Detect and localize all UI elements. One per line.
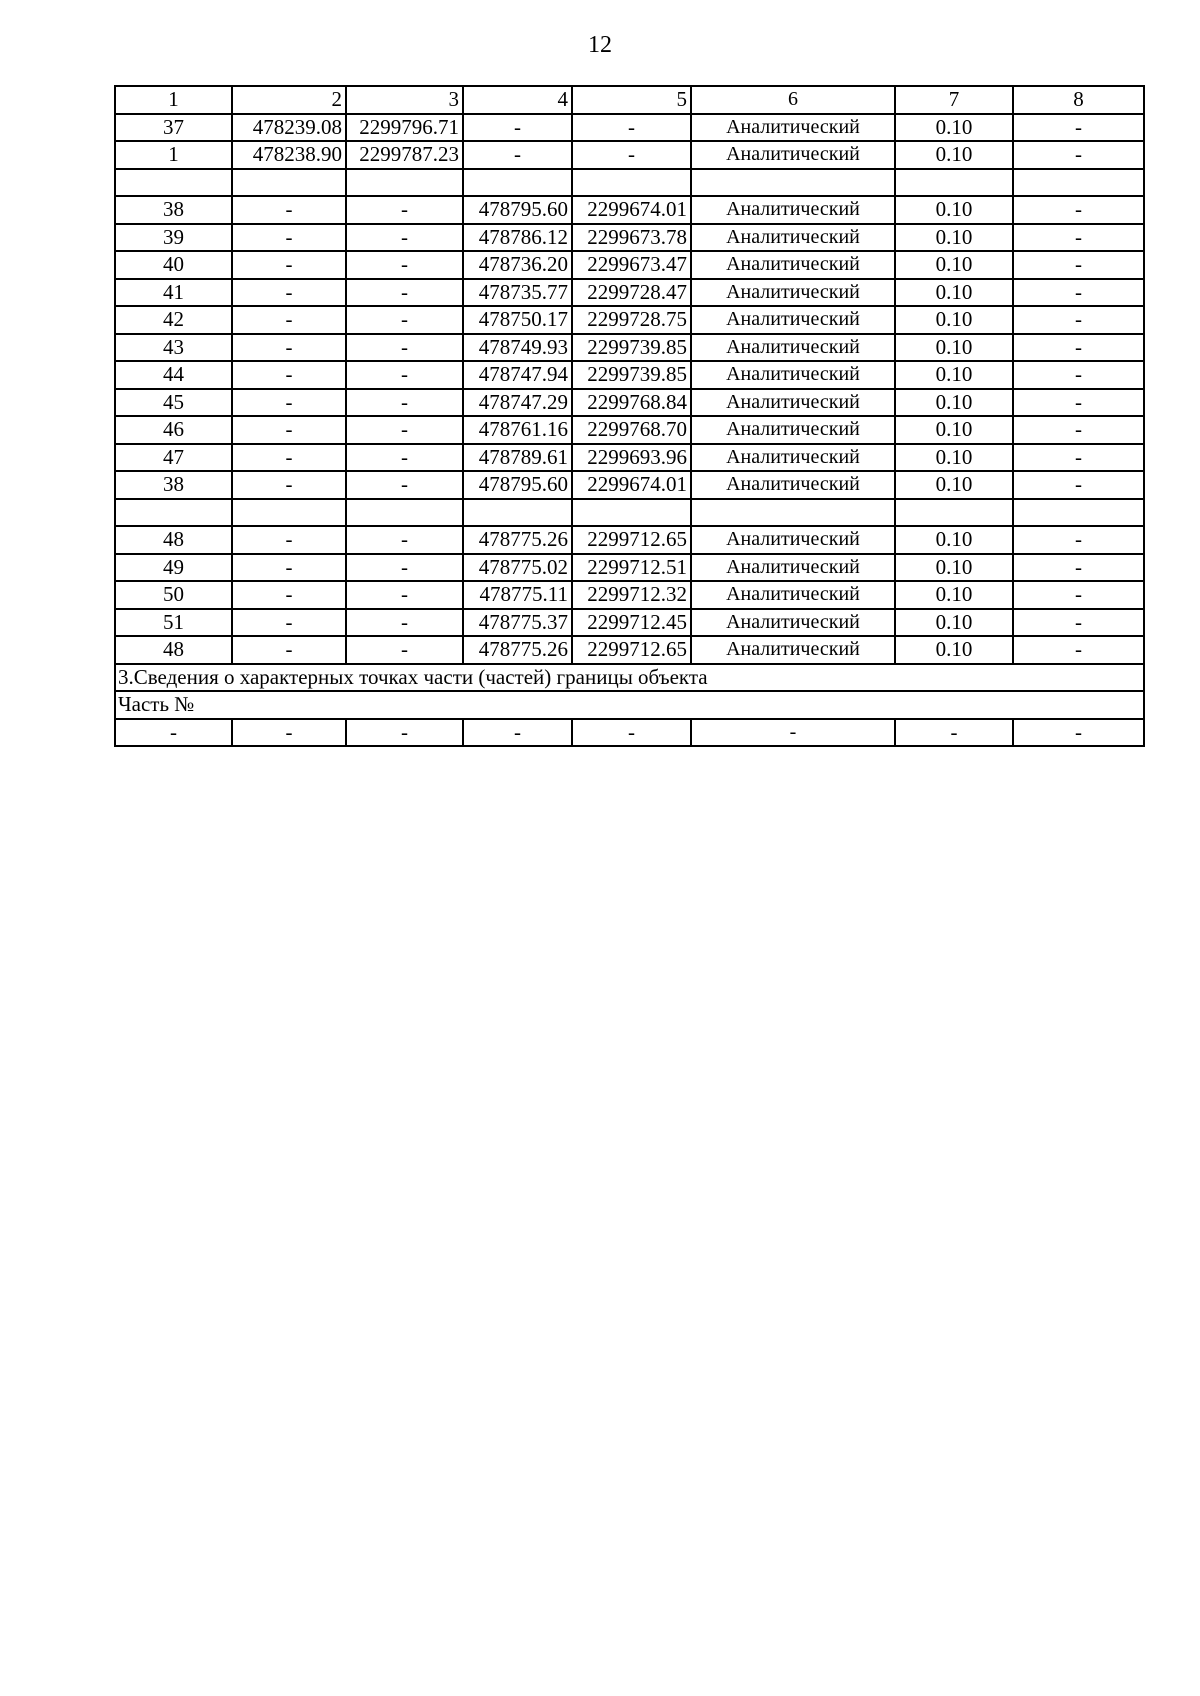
row-cell-col-8: - <box>1013 196 1144 224</box>
row-cell-col-2: - <box>232 306 346 334</box>
row-cell-col-5: - <box>572 141 691 169</box>
row-cell-col-8: - <box>1013 114 1144 142</box>
row-cell-col-3: - <box>346 444 463 472</box>
row-cell-col-1: 42 <box>115 306 232 334</box>
row-cell-col-3: - <box>346 554 463 582</box>
table-row <box>115 636 1144 664</box>
row-cell-col-1: 48 <box>115 636 232 664</box>
row-cell-col-8: - <box>1013 581 1144 609</box>
row-cell-col-5: 2299768.84 <box>572 389 691 417</box>
row-cell-col-5: 2299712.32 <box>572 581 691 609</box>
section-title-row <box>115 664 1144 692</box>
table-row <box>115 581 1144 609</box>
row-cell-col-5: 2299712.65 <box>572 526 691 554</box>
row-cell-col-4: 478775.02 <box>463 554 572 582</box>
row-cell-col-1: 47 <box>115 444 232 472</box>
table-header-row <box>115 86 1144 114</box>
part-cell-col-3: - <box>346 719 463 747</box>
row-cell-col-5: 2299674.01 <box>572 471 691 499</box>
row-cell-col-7: 0.10 <box>895 444 1013 472</box>
row-cell-col-2: - <box>232 361 346 389</box>
row-cell-col-5: 2299673.78 <box>572 224 691 252</box>
part-cell-col-8: - <box>1013 719 1144 747</box>
table-row <box>115 554 1144 582</box>
row-cell-col-1: 37 <box>115 114 232 142</box>
part-cell-col-6: - <box>691 719 895 747</box>
row-cell-col-1: 43 <box>115 334 232 362</box>
header-cell-col-2: 2 <box>232 86 346 114</box>
part-label: Часть № <box>115 691 1144 719</box>
row-cell-col-4: 478775.37 <box>463 609 572 637</box>
part-cell-col-2: - <box>232 719 346 747</box>
row-cell-col-7: 0.10 <box>895 389 1013 417</box>
row-cell-col-7: 0.10 <box>895 306 1013 334</box>
part-cell-col-1: - <box>115 719 232 747</box>
row-cell-col-7: 0.10 <box>895 196 1013 224</box>
empty-cell <box>572 499 691 527</box>
row-cell-col-6: Аналитический <box>691 581 895 609</box>
row-cell-col-3: - <box>346 389 463 417</box>
row-cell-col-7: 0.10 <box>895 224 1013 252</box>
row-cell-col-6: Аналитический <box>691 251 895 279</box>
row-cell-col-3: - <box>346 526 463 554</box>
header-cell-col-4: 4 <box>463 86 572 114</box>
row-cell-col-2: - <box>232 636 346 664</box>
row-cell-col-4: 478747.29 <box>463 389 572 417</box>
row-cell-col-2: - <box>232 444 346 472</box>
row-cell-col-8: - <box>1013 334 1144 362</box>
page-number: 12 <box>588 32 612 58</box>
row-cell-col-4: 478786.12 <box>463 224 572 252</box>
row-cell-col-7: 0.10 <box>895 609 1013 637</box>
row-cell-col-2: - <box>232 416 346 444</box>
row-cell-col-2: - <box>232 581 346 609</box>
row-cell-col-6: Аналитический <box>691 224 895 252</box>
row-cell-col-6: Аналитический <box>691 636 895 664</box>
row-cell-col-2: - <box>232 389 346 417</box>
empty-cell <box>691 169 895 197</box>
table-row <box>115 609 1144 637</box>
row-cell-col-6: Аналитический <box>691 141 895 169</box>
row-cell-col-5: - <box>572 114 691 142</box>
row-cell-col-8: - <box>1013 554 1144 582</box>
row-cell-col-3: - <box>346 609 463 637</box>
row-cell-col-8: - <box>1013 444 1144 472</box>
row-cell-col-2: 478238.90 <box>232 141 346 169</box>
row-cell-col-8: - <box>1013 306 1144 334</box>
row-cell-col-7: 0.10 <box>895 416 1013 444</box>
row-cell-col-6: Аналитический <box>691 196 895 224</box>
row-cell-col-4: 478789.61 <box>463 444 572 472</box>
row-cell-col-7: 0.10 <box>895 251 1013 279</box>
row-cell-col-8: - <box>1013 141 1144 169</box>
row-cell-col-3: - <box>346 251 463 279</box>
part-label-row <box>115 691 1144 719</box>
part-cell-col-7: - <box>895 719 1013 747</box>
row-cell-col-5: 2299712.65 <box>572 636 691 664</box>
row-cell-col-8: - <box>1013 416 1144 444</box>
row-cell-col-4: - <box>463 114 572 142</box>
table-row <box>115 444 1144 472</box>
row-cell-col-1: 38 <box>115 471 232 499</box>
row-cell-col-7: 0.10 <box>895 526 1013 554</box>
part-cell-col-4: - <box>463 719 572 747</box>
row-cell-col-4: 478750.17 <box>463 306 572 334</box>
row-cell-col-2: 478239.08 <box>232 114 346 142</box>
section-title: 3.Сведения о характерных точках части (частей) границы объекта <box>115 664 1144 692</box>
row-cell-col-2: - <box>232 334 346 362</box>
table-row <box>115 416 1144 444</box>
row-cell-col-3: - <box>346 636 463 664</box>
table-row <box>115 334 1144 362</box>
table-separator-row <box>115 169 1144 197</box>
empty-cell <box>463 169 572 197</box>
row-cell-col-8: - <box>1013 609 1144 637</box>
row-cell-col-5: 2299712.51 <box>572 554 691 582</box>
row-cell-col-3: - <box>346 581 463 609</box>
row-cell-col-6: Аналитический <box>691 554 895 582</box>
row-cell-col-7: 0.10 <box>895 581 1013 609</box>
table-row <box>115 251 1144 279</box>
row-cell-col-5: 2299712.45 <box>572 609 691 637</box>
table-row <box>115 141 1144 169</box>
row-cell-col-2: - <box>232 471 346 499</box>
row-cell-col-4: 478795.60 <box>463 471 572 499</box>
row-cell-col-2: - <box>232 609 346 637</box>
row-cell-col-1: 51 <box>115 609 232 637</box>
empty-cell <box>463 499 572 527</box>
row-cell-col-6: Аналитический <box>691 306 895 334</box>
row-cell-col-4: 478775.26 <box>463 526 572 554</box>
row-cell-col-4: 478736.20 <box>463 251 572 279</box>
table-row <box>115 114 1144 142</box>
row-cell-col-1: 1 <box>115 141 232 169</box>
row-cell-col-6: Аналитический <box>691 334 895 362</box>
row-cell-col-7: 0.10 <box>895 361 1013 389</box>
row-cell-col-7: 0.10 <box>895 471 1013 499</box>
empty-cell <box>346 169 463 197</box>
header-cell-col-6: 6 <box>691 86 895 114</box>
row-cell-col-8: - <box>1013 636 1144 664</box>
table-row <box>115 471 1144 499</box>
row-cell-col-4: 478761.16 <box>463 416 572 444</box>
row-cell-col-1: 49 <box>115 554 232 582</box>
empty-cell <box>895 499 1013 527</box>
row-cell-col-6: Аналитический <box>691 279 895 307</box>
empty-cell <box>895 169 1013 197</box>
row-cell-col-1: 48 <box>115 526 232 554</box>
part-values-row <box>115 719 1144 747</box>
row-cell-col-8: - <box>1013 526 1144 554</box>
row-cell-col-2: - <box>232 196 346 224</box>
row-cell-col-4: 478775.11 <box>463 581 572 609</box>
row-cell-col-7: 0.10 <box>895 334 1013 362</box>
row-cell-col-5: 2299674.01 <box>572 196 691 224</box>
row-cell-col-8: - <box>1013 251 1144 279</box>
row-cell-col-6: Аналитический <box>691 389 895 417</box>
row-cell-col-6: Аналитический <box>691 416 895 444</box>
row-cell-col-1: 45 <box>115 389 232 417</box>
table-body <box>115 86 1144 746</box>
row-cell-col-2: - <box>232 279 346 307</box>
row-cell-col-3: - <box>346 471 463 499</box>
row-cell-col-3: - <box>346 306 463 334</box>
header-cell-col-3: 3 <box>346 86 463 114</box>
row-cell-col-3: - <box>346 416 463 444</box>
row-cell-col-4: 478775.26 <box>463 636 572 664</box>
empty-cell <box>346 499 463 527</box>
empty-cell <box>115 499 232 527</box>
row-cell-col-2: - <box>232 554 346 582</box>
row-cell-col-1: 41 <box>115 279 232 307</box>
header-cell-col-8: 8 <box>1013 86 1144 114</box>
row-cell-col-8: - <box>1013 279 1144 307</box>
row-cell-col-2: - <box>232 526 346 554</box>
row-cell-col-3: - <box>346 196 463 224</box>
row-cell-col-6: Аналитический <box>691 526 895 554</box>
coordinates-table <box>114 85 1145 747</box>
row-cell-col-7: 0.10 <box>895 554 1013 582</box>
row-cell-col-4: 478795.60 <box>463 196 572 224</box>
row-cell-col-7: 0.10 <box>895 114 1013 142</box>
table-row <box>115 196 1144 224</box>
header-cell-col-5: 5 <box>572 86 691 114</box>
empty-cell <box>232 169 346 197</box>
table-row <box>115 306 1144 334</box>
row-cell-col-1: 38 <box>115 196 232 224</box>
table-separator-row <box>115 499 1144 527</box>
row-cell-col-5: 2299673.47 <box>572 251 691 279</box>
row-cell-col-7: 0.10 <box>895 141 1013 169</box>
empty-cell <box>572 169 691 197</box>
row-cell-col-4: 478747.94 <box>463 361 572 389</box>
row-cell-col-8: - <box>1013 224 1144 252</box>
row-cell-col-6: Аналитический <box>691 114 895 142</box>
row-cell-col-1: 39 <box>115 224 232 252</box>
row-cell-col-5: 2299739.85 <box>572 361 691 389</box>
row-cell-col-7: 0.10 <box>895 279 1013 307</box>
row-cell-col-5: 2299693.96 <box>572 444 691 472</box>
empty-cell <box>691 499 895 527</box>
row-cell-col-4: 478735.77 <box>463 279 572 307</box>
row-cell-col-3: 2299787.23 <box>346 141 463 169</box>
row-cell-col-3: - <box>346 361 463 389</box>
table-row <box>115 389 1144 417</box>
table-row <box>115 279 1144 307</box>
table-row <box>115 224 1144 252</box>
row-cell-col-5: 2299728.47 <box>572 279 691 307</box>
table-row <box>115 361 1144 389</box>
row-cell-col-8: - <box>1013 389 1144 417</box>
row-cell-col-4: - <box>463 141 572 169</box>
empty-cell <box>232 499 346 527</box>
part-cell-col-5: - <box>572 719 691 747</box>
row-cell-col-1: 46 <box>115 416 232 444</box>
row-cell-col-3: - <box>346 334 463 362</box>
row-cell-col-1: 40 <box>115 251 232 279</box>
row-cell-col-6: Аналитический <box>691 471 895 499</box>
row-cell-col-3: - <box>346 279 463 307</box>
row-cell-col-3: 2299796.71 <box>346 114 463 142</box>
empty-cell <box>115 169 232 197</box>
row-cell-col-6: Аналитический <box>691 444 895 472</box>
empty-cell <box>1013 499 1144 527</box>
row-cell-col-2: - <box>232 251 346 279</box>
table-row <box>115 526 1144 554</box>
row-cell-col-6: Аналитический <box>691 609 895 637</box>
row-cell-col-1: 44 <box>115 361 232 389</box>
row-cell-col-2: - <box>232 224 346 252</box>
row-cell-col-3: - <box>346 224 463 252</box>
empty-cell <box>1013 169 1144 197</box>
row-cell-col-5: 2299768.70 <box>572 416 691 444</box>
row-cell-col-1: 50 <box>115 581 232 609</box>
row-cell-col-7: 0.10 <box>895 636 1013 664</box>
header-cell-col-1: 1 <box>115 86 232 114</box>
header-cell-col-7: 7 <box>895 86 1013 114</box>
row-cell-col-8: - <box>1013 471 1144 499</box>
row-cell-col-8: - <box>1013 361 1144 389</box>
row-cell-col-5: 2299739.85 <box>572 334 691 362</box>
row-cell-col-5: 2299728.75 <box>572 306 691 334</box>
row-cell-col-4: 478749.93 <box>463 334 572 362</box>
row-cell-col-6: Аналитический <box>691 361 895 389</box>
